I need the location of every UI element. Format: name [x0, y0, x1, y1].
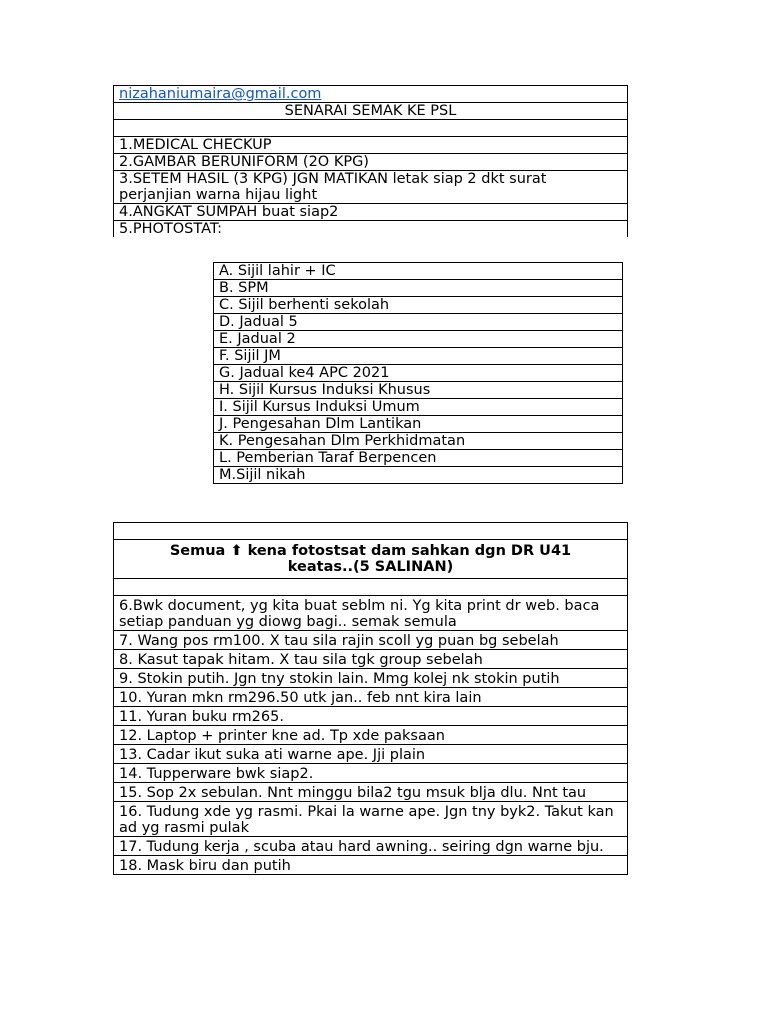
- checklist-item: 6.Bwk document, yg kita buat seblm ni. Yg kita print dr web. baca setiap panduan yg diowg bagi.. semak semula: [114, 596, 628, 631]
- page-title: SENARAI SEMAK KE PSL: [114, 103, 628, 120]
- photostat-item: E. Jadual 2: [214, 331, 623, 348]
- photostat-item: A. Sijil lahir + IC: [214, 263, 623, 280]
- table-row: [114, 837, 628, 856]
- checklist-item: 14. Tupperware bwk siap2.: [114, 764, 628, 783]
- table-row: [114, 540, 628, 579]
- table-row: [114, 86, 628, 103]
- table-row: [114, 221, 628, 238]
- checklist-item: 1.MEDICAL CHECKUP: [114, 137, 628, 154]
- table-row: [214, 382, 623, 399]
- checklist-item: 3.SETEM HASIL (3 KPG) JGN MATIKAN letak siap 2 dkt surat perjanjian warna hijau light: [114, 171, 628, 204]
- checklist-table-bottom: [113, 522, 628, 875]
- checklist-item: 5.PHOTOSTAT:: [114, 221, 628, 238]
- table-row: [114, 669, 628, 688]
- table-row: [214, 450, 623, 467]
- table-row: [114, 137, 628, 154]
- checklist-item: 12. Laptop + printer kne ad. Tp xde paksaan: [114, 726, 628, 745]
- table-row: [214, 365, 623, 382]
- table-row: [214, 467, 623, 484]
- table-row: [114, 631, 628, 650]
- empty-cell: [114, 523, 628, 540]
- table-row: [214, 433, 623, 450]
- photostat-item: C. Sijil berhenti sekolah: [214, 297, 623, 314]
- checklist-item: 2.GAMBAR BERUNIFORM (2O KPG): [114, 154, 628, 171]
- table-row: [214, 331, 623, 348]
- table-row: [214, 416, 623, 433]
- table-row: [214, 297, 623, 314]
- photostat-item: M.Sijil nikah: [214, 467, 623, 484]
- table-row: [114, 579, 628, 596]
- table-row: [214, 280, 623, 297]
- table-row: [114, 802, 628, 837]
- checklist-item: 17. Tudung kerja , scuba atau hard awning.. seiring dgn warne bju.: [114, 837, 628, 856]
- photostat-item: L. Pemberian Taraf Berpencen: [214, 450, 623, 467]
- table-row: [214, 399, 623, 416]
- table-row: [214, 314, 623, 331]
- email-link[interactable]: nizahaniumaira@gmail.com: [119, 86, 322, 102]
- photostat-item: F. Sijil JM: [214, 348, 623, 365]
- table-row: [214, 263, 623, 280]
- checklist-item: 10. Yuran mkn rm296.50 utk jan.. feb nnt kira lain: [114, 688, 628, 707]
- table-row: [114, 856, 628, 875]
- photostat-item: D. Jadual 5: [214, 314, 623, 331]
- empty-cell: [114, 120, 628, 137]
- table-row: [114, 707, 628, 726]
- table-row: [114, 171, 628, 204]
- table-row: [114, 154, 628, 171]
- empty-cell: [114, 579, 628, 596]
- checklist-item: 16. Tudung xde yg rasmi. Pkai la warne ape. Jgn tny byk2. Takut kan ad yg rasmi pulak: [114, 802, 628, 837]
- table-row: [114, 745, 628, 764]
- checklist-item: 9. Stokin putih. Jgn tny stokin lain. Mmg kolej nk stokin putih: [114, 669, 628, 688]
- photostat-item: H. Sijil Kursus Induksi Khusus: [214, 382, 623, 399]
- checklist-item: 11. Yuran buku rm265.: [114, 707, 628, 726]
- table-row: [114, 650, 628, 669]
- photostat-table: [213, 262, 623, 484]
- table-row: [114, 523, 628, 540]
- table-row: [114, 204, 628, 221]
- photostat-item: J. Pengesahan Dlm Lantikan: [214, 416, 623, 433]
- table-row: [114, 764, 628, 783]
- table-row: [114, 596, 628, 631]
- checklist-item: 7. Wang pos rm100. X tau sila rajin scoll yg puan bg sebelah: [114, 631, 628, 650]
- table-row: [114, 103, 628, 120]
- table-row: [114, 783, 628, 802]
- photocopy-note: Semua ⬆ kena fotostsat dam sahkan dgn DR U41 keatas..(5 SALINAN): [114, 540, 628, 579]
- photostat-item: B. SPM: [214, 280, 623, 297]
- checklist-item: 18. Mask biru dan putih: [114, 856, 628, 875]
- photostat-item: K. Pengesahan Dlm Perkhidmatan: [214, 433, 623, 450]
- checklist-item: 8. Kasut tapak hitam. X tau sila tgk group sebelah: [114, 650, 628, 669]
- table-row: [114, 120, 628, 137]
- table-row: [114, 688, 628, 707]
- checklist-item: 4.ANGKAT SUMPAH buat siap2: [114, 204, 628, 221]
- table-row: [114, 726, 628, 745]
- email-cell: [114, 86, 628, 103]
- table-row: [214, 348, 623, 365]
- checklist-item: 13. Cadar ikut suka ati warne ape. Jji plain: [114, 745, 628, 764]
- photostat-item: G. Jadual ke4 APC 2021: [214, 365, 623, 382]
- photostat-item: I. Sijil Kursus Induksi Umum: [214, 399, 623, 416]
- checklist-item: 15. Sop 2x sebulan. Nnt minggu bila2 tgu msuk blja dlu. Nnt tau: [114, 783, 628, 802]
- checklist-table-top: [113, 85, 628, 237]
